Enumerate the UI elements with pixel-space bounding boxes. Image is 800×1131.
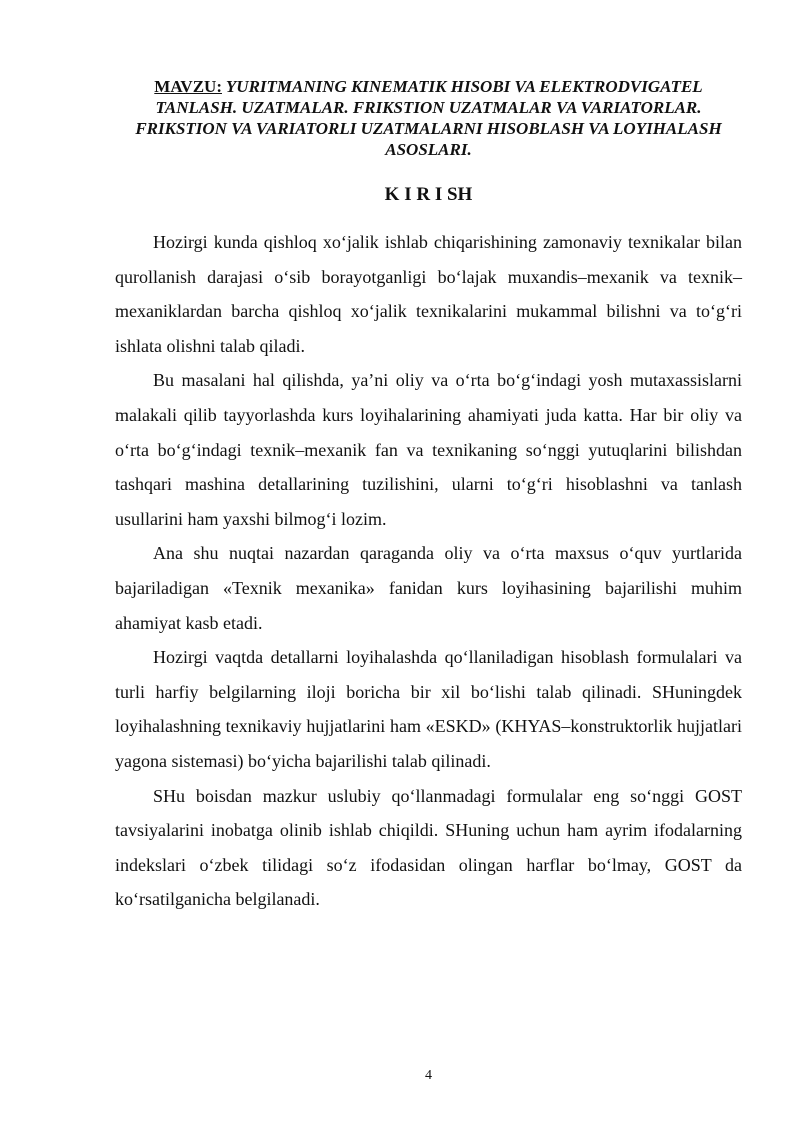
paragraph: Hozirgi kunda qishloq xo‘jalik ishlab chiqarishining zamonaviy texnikalar bilan qurollanish darajasi o‘sib borayotganligi bo‘lajak muxandis–mexanik va texnik–mexaniklardan barcha qishloq xo‘jalik texnikalarini mukammal bilishni va to‘g‘ri ishlata olishni talab qiladi. [115, 232, 742, 356]
paragraph: SHu boisdan mazkur uslubiy qo‘llanmadagi formulalar eng so‘nggi GOST tavsiyalarini inobatga olinib ishlab chiqildi. SHuning uchun ham ayrim ifodalarning indekslari o‘zbek tilidagi so‘z ifodasidan olingan harflar bo‘lmay, GOST da ko‘rsatilganicha belgilanadi. [115, 785, 742, 910]
paragraph: Bu masalani hal qilishda, ya’ni oliy va o‘rta bo‘g‘indagi yosh mutaxassislarni malakali qilib tayyorlashda kurs loyihalarining ahamiyati juda katta. Har bir oliy va o‘rta bo‘g‘indagi texnik–mexanik fan va texnikaning so‘nggi yutuqlarini bilishdan tashqari mashina detallarining tuzilishini, ularni to‘g‘ri hisoblashni va tanlash usullarini ham yaxshi bilmog‘i lozim. [115, 370, 742, 529]
topic-title [115, 76, 742, 160]
topic-label: MAVZU: [154, 77, 222, 96]
topic-text: YURITMANING KINEMATIK HISOBI VA ELEKTRODVIGATEL TANLASH. UZATMALAR. FRIKSTION UZATMALAR VA VARIATORLAR. FRIKSTION VA VARIATORLI UZATMALARNI HISOBLASH VA LOYIHALASH ASOSLARI. [135, 77, 722, 159]
body-text [115, 225, 742, 917]
section-heading: K I R I SH [384, 184, 473, 205]
page-number: 4 [425, 1068, 432, 1083]
document-page [115, 76, 742, 917]
paragraph: Hozirgi vaqtda detallarni loyihalashda qo‘llaniladigan hisoblash formulalari va turli harfiy belgilarning iloji boricha bir xil bo‘lishi talab qilinadi. SHuningdek loyihalashning texnikaviy hujjatlarini ham «ESKD» (KHYAS–konstruktorlik hujjatlari yagona sistemasi) bo‘yicha bajarilishi talab qilinadi. [115, 647, 742, 771]
paragraph: Ana shu nuqtai nazardan qaraganda oliy va o‘rta maxsus o‘quv yurtlarida bajariladigan «Texnik mexanika» fanidan kurs loyihasining bajarilishi muhim ahamiyat kasb etadi. [115, 543, 742, 633]
